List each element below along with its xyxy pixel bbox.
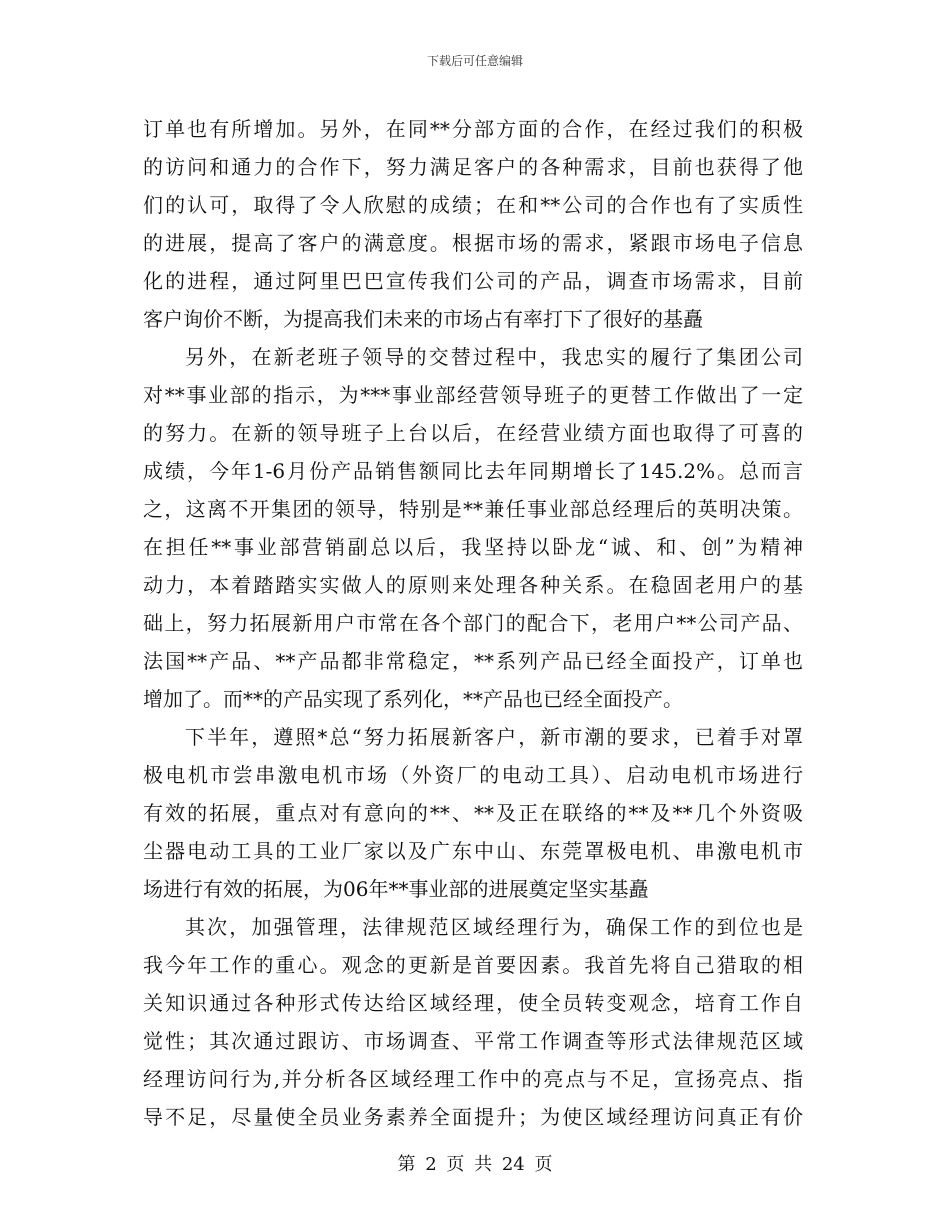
text-line: 们的认可，取得了令人欣慰的成绩；在和**公司的合作也有了实质性 bbox=[143, 193, 803, 217]
text-line: 场进行有效的拓展，为06年**事业部的进展奠定坚实基矗 bbox=[143, 877, 649, 901]
text-line: 订单也有所增加。另外，在同**分部方面的合作，在经过我们的积极 bbox=[143, 117, 803, 141]
text-line: 另外，在新老班子领导的交替过程中，我忠实的履行了集团公司 bbox=[185, 345, 803, 369]
paragraph-2 bbox=[143, 338, 803, 718]
text-line: 觉性；其次通过跟访、市场调查、平常工作调查等形式法律规范区域 bbox=[143, 1029, 803, 1053]
text-line: 对**事业部的指示，为***事业部经营领导班子的更替工作做出了一定 bbox=[143, 383, 803, 407]
text-line: 成绩，今年1-6月份产品销售额同比去年同期增长了145.2%。总而言 bbox=[143, 459, 803, 483]
document-body bbox=[143, 110, 803, 1136]
text-line: 法国**产品、**产品都非常稳定，**系列产品已经全面投产，订单也 bbox=[143, 649, 803, 673]
text-line: 化的进程，通过阿里巴巴宣传我们公司的产品，调查市场需求，目前 bbox=[143, 269, 803, 293]
text-line: 我今年工作的重心。观念的更新是首要因素。我首先将自己猎取的相 bbox=[143, 953, 803, 977]
text-line: 之，这离不开集团的领导，特别是**兼任事业部总经理后的英明决策。 bbox=[143, 497, 803, 521]
text-line: 动力，本着踏踏实实做人的原则来处理各种关系。在稳固老用户的基 bbox=[143, 573, 803, 597]
text-line: 的访问和通力的合作下，努力满足客户的各种需求，目前也获得了他 bbox=[143, 155, 803, 179]
text-line: 导不足，尽量使全员业务素养全面提升；为使区域经理访问真正有价 bbox=[143, 1105, 803, 1129]
text-line: 极电机市尝串激电机市场（外资厂的电动工具）、启动电机市场进行 bbox=[143, 763, 803, 787]
paragraph-1 bbox=[143, 110, 803, 338]
paragraph-3 bbox=[143, 718, 803, 908]
text-line: 关知识通过各种形式传达给区域经理，使全员转变观念，培育工作自 bbox=[143, 991, 803, 1015]
page-number-footer: 第 2 页 共 24 页 bbox=[397, 1154, 553, 1175]
page-header: 下载后可任意编辑 bbox=[426, 54, 523, 68]
text-line: 的进展，提高了客户的满意度。根据市场的需求，紧跟市场电子信息 bbox=[143, 231, 803, 255]
text-line: 的努力。在新的领导班子上台以后，在经营业绩方面也取得了可喜的 bbox=[143, 421, 803, 445]
text-line: 尘器电动工具的工业厂家以及广东中山、东莞罩极电机、串激电机市 bbox=[143, 839, 803, 863]
text-line: 其次，加强管理，法律规范区域经理行为，确保工作的到位也是 bbox=[185, 915, 803, 939]
text-line: 经理访问行为,并分析各区域经理工作中的亮点与不足，宣扬亮点、指 bbox=[143, 1067, 803, 1091]
text-line: 在担任**事业部营销副总以后，我坚持以卧龙“诚、和、创”为精神 bbox=[143, 535, 803, 559]
paragraph-4 bbox=[143, 908, 803, 1136]
text-line: 础上，努力拓展新用户市常在各个部门的配合下，老用户**公司产品、 bbox=[143, 611, 803, 635]
text-line: 下半年，遵照*总“努力拓展新客户，新市潮的要求，已着手对罩 bbox=[185, 725, 803, 749]
text-line: 客户询价不断，为提高我们未来的市场占有率打下了很好的基矗 bbox=[143, 307, 703, 331]
text-line: 有效的拓展，重点对有意向的**、**及正在联络的**及**几个外资吸 bbox=[143, 801, 803, 825]
text-line: 增加了。而**的产品实现了系列化，**产品也已经全面投产。 bbox=[143, 687, 683, 711]
